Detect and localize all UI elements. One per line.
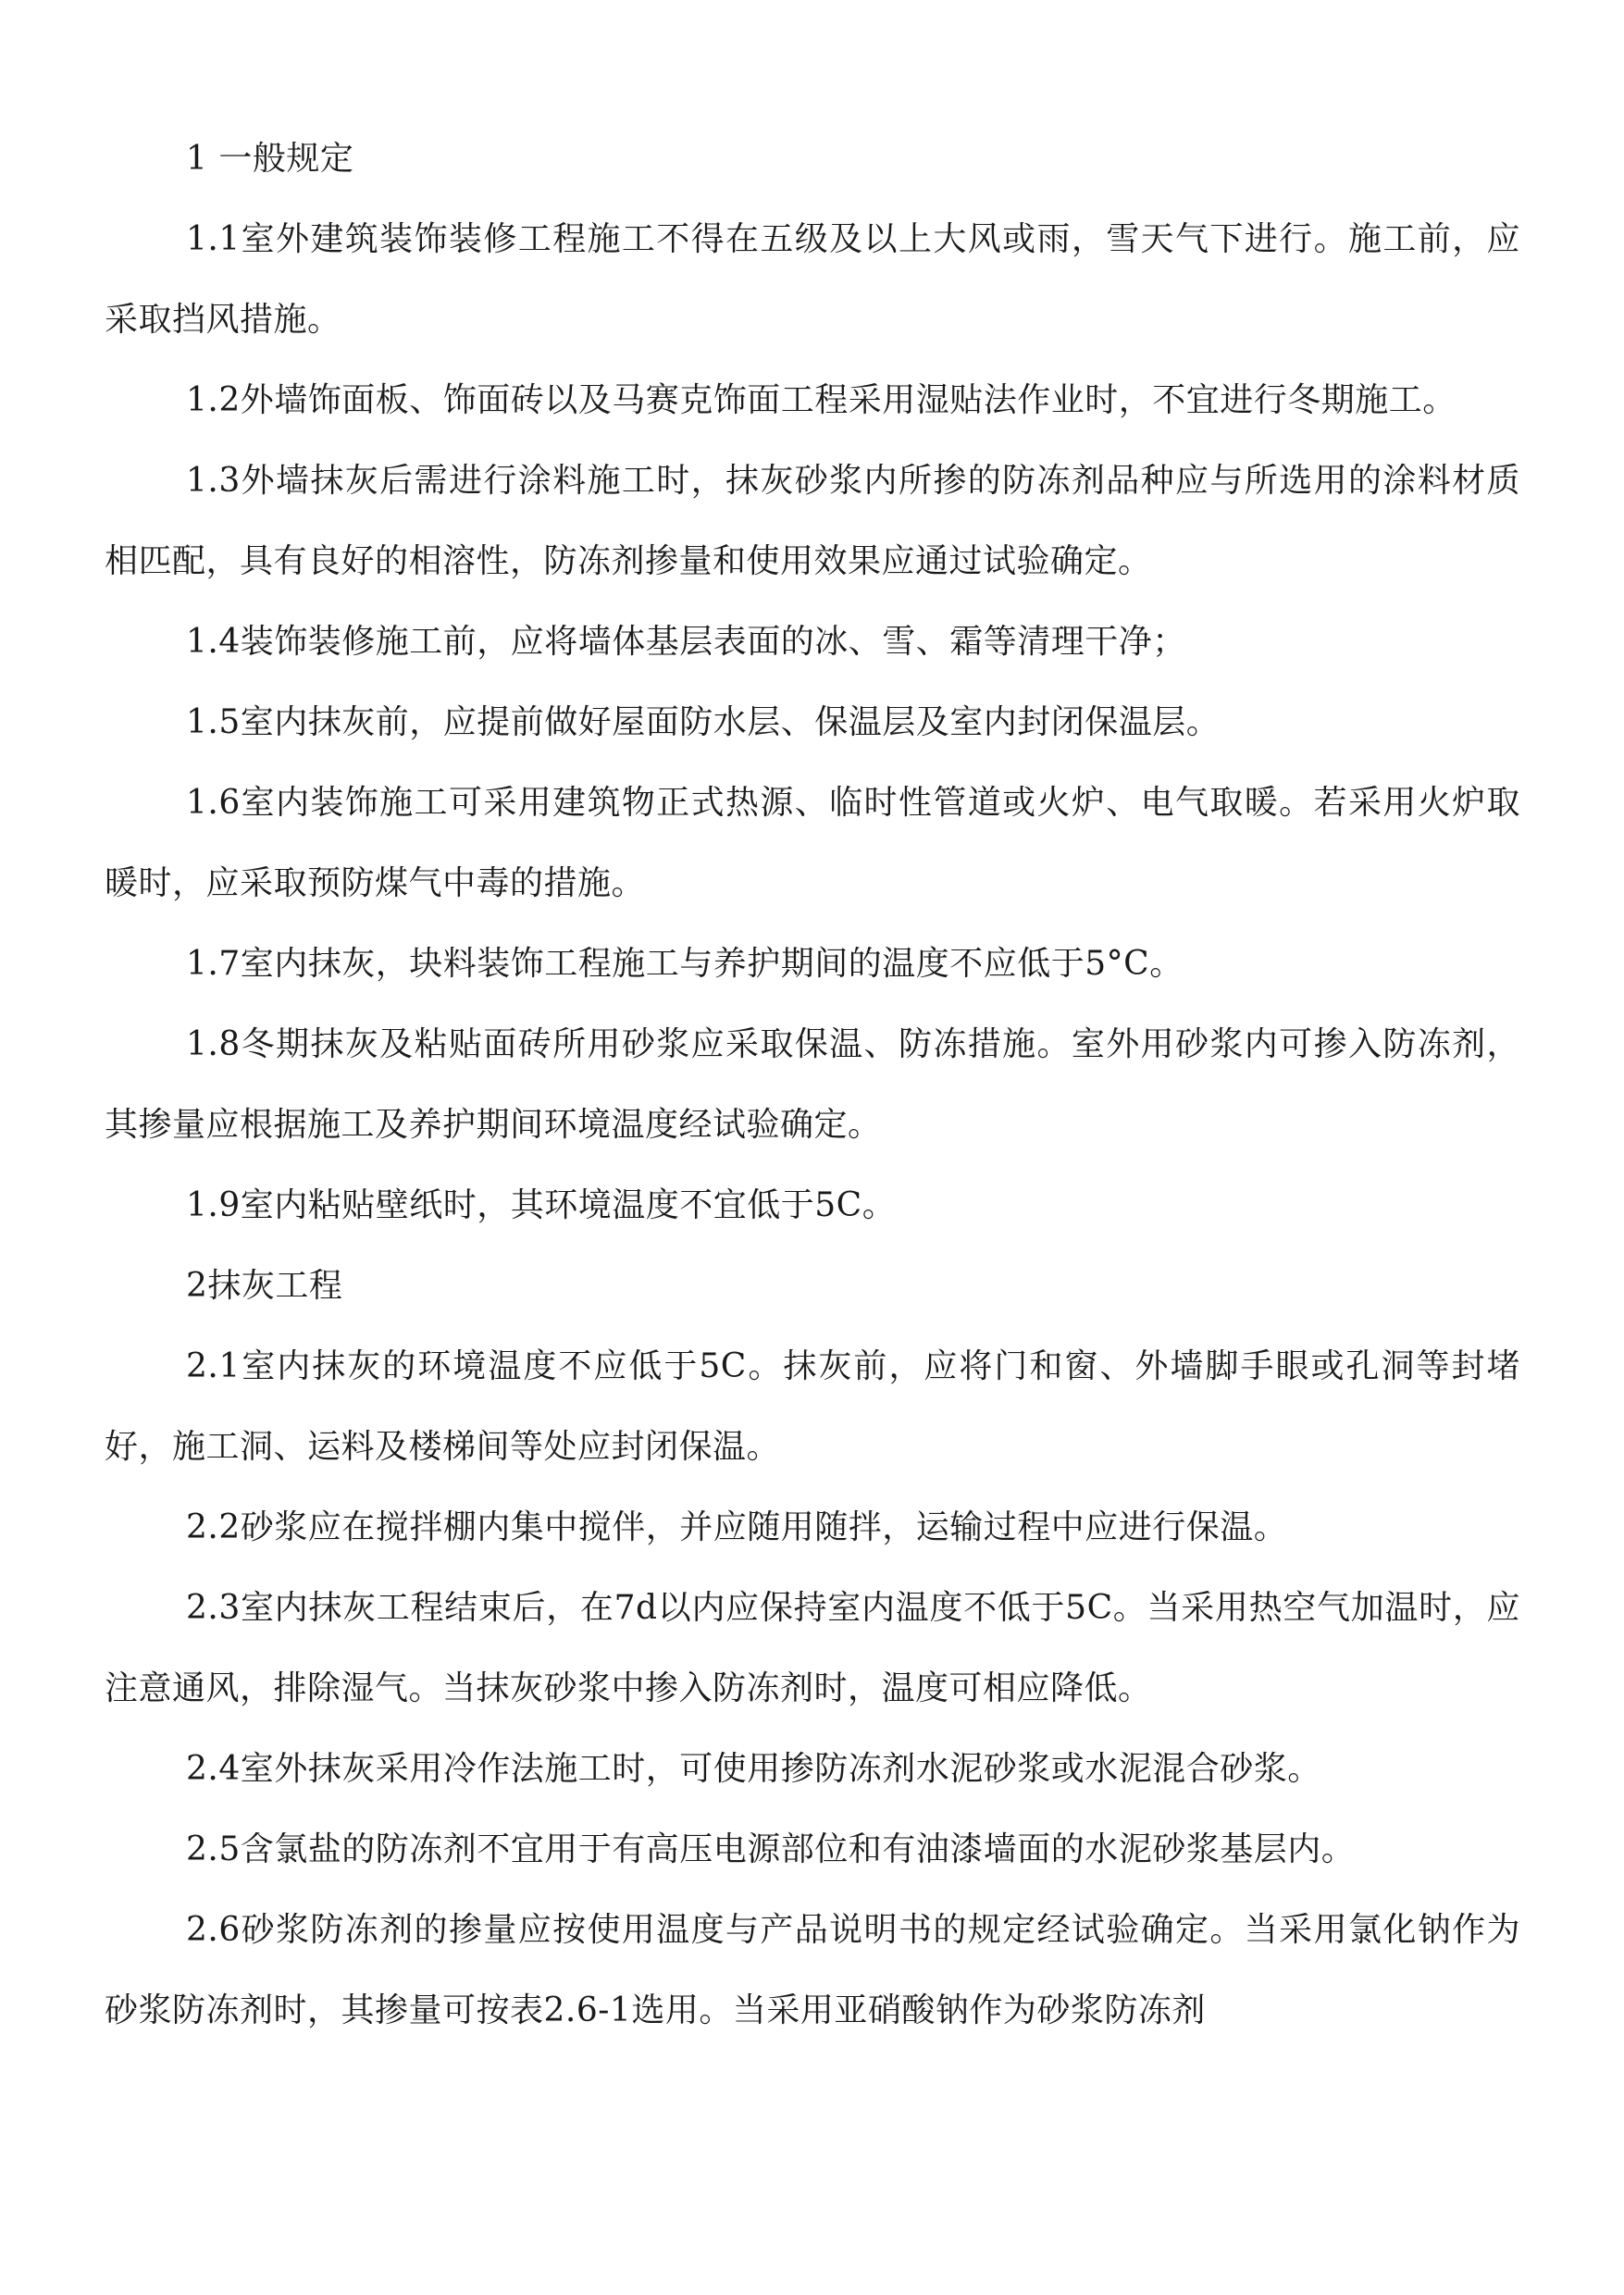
paragraph-1-1: 1.1室外建筑装饰装修工程施工不得在五级及以上大风或雨，雪天气下进行。施工前，应采取挡风措施。 bbox=[105, 220, 1520, 339]
document-body bbox=[105, 118, 1520, 2051]
paragraph-2-4: 2.4室外抹灰采用冷作法施工时，可使用掺防冻剂水泥砂浆或水泥混合砂浆。 bbox=[186, 1750, 1321, 1788]
paragraph-1-5: 1.5室内抹灰前，应提前做好屋面防水层、保温层及室内封闭保温层。 bbox=[186, 703, 1221, 741]
paragraph-1-3: 1.3外墙抹灰后需进行涂料施工时，抹灰砂浆内所掺的防冻剂品种应与所选用的涂料材质相匹配，具有良好的相溶性，防冻剂掺量和使用效果应通过试验确定。 bbox=[105, 462, 1520, 580]
paragraph-1-8: 1.8冬期抹灰及粘贴面砖所用砂浆应采取保温、防冻措施。室外用砂浆内可掺入防冻剂，其掺量应根据施工及养护期间环境温度经试验确定。 bbox=[105, 1025, 1520, 1144]
paragraph-1-4: 1.4装饰装修施工前，应将墙体基层表面的冰、雪、霜等清理干净； bbox=[186, 623, 1186, 661]
paragraph-2-6: 2.6砂浆防冻剂的掺量应按使用温度与产品说明书的规定经试验确定。当采用氯化钠作为砂浆防冻剂时，其掺量可按表2.6-1选用。当采用亚硝酸钠作为砂浆防冻剂 bbox=[105, 1911, 1520, 2029]
paragraph-2-3: 2.3室内抹灰工程结束后，在7d以内应保持室内温度不低于5C。当采用热空气加温时，应注意通风，排除湿气。当抹灰砂浆中掺入防冻剂时，温度可相应降低。 bbox=[105, 1589, 1520, 1707]
section-heading-2: 2抹灰工程 bbox=[186, 1267, 343, 1305]
section-heading-1: 1 一般规定 bbox=[186, 140, 354, 178]
paragraph-1-2: 1.2外墙饰面板、饰面砖以及马赛克饰面工程采用湿贴法作业时，不宜进行冬期施工。 bbox=[186, 381, 1457, 419]
paragraph-2-1: 2.1室内抹灰的环境温度不应低于5C。抹灰前，应将门和窗、外墙脚手眼或孔洞等封堵好，施工洞、运料及楼梯间等处应封闭保温。 bbox=[105, 1347, 1520, 1466]
paragraph-1-7: 1.7室内抹灰，块料装饰工程施工与养护期间的温度不应低于5°C。 bbox=[186, 945, 1184, 983]
paragraph-1-9: 1.9室内粘贴壁纸时，其环境温度不宜低于5C。 bbox=[186, 1186, 897, 1224]
paragraph-1-6: 1.6室内装饰施工可采用建筑物正式热源、临时性管道或火炉、电气取暖。若采用火炉取暖时，应采取预防煤气中毒的措施。 bbox=[105, 784, 1520, 902]
paragraph-2-5: 2.5含氯盐的防冻剂不宜用于有高压电源部位和有油漆墙面的水泥砂浆基层内。 bbox=[186, 1830, 1356, 1868]
paragraph-2-2: 2.2砂浆应在搅拌棚内集中搅伴，并应随用随拌，运输过程中应进行保温。 bbox=[186, 1508, 1288, 1546]
